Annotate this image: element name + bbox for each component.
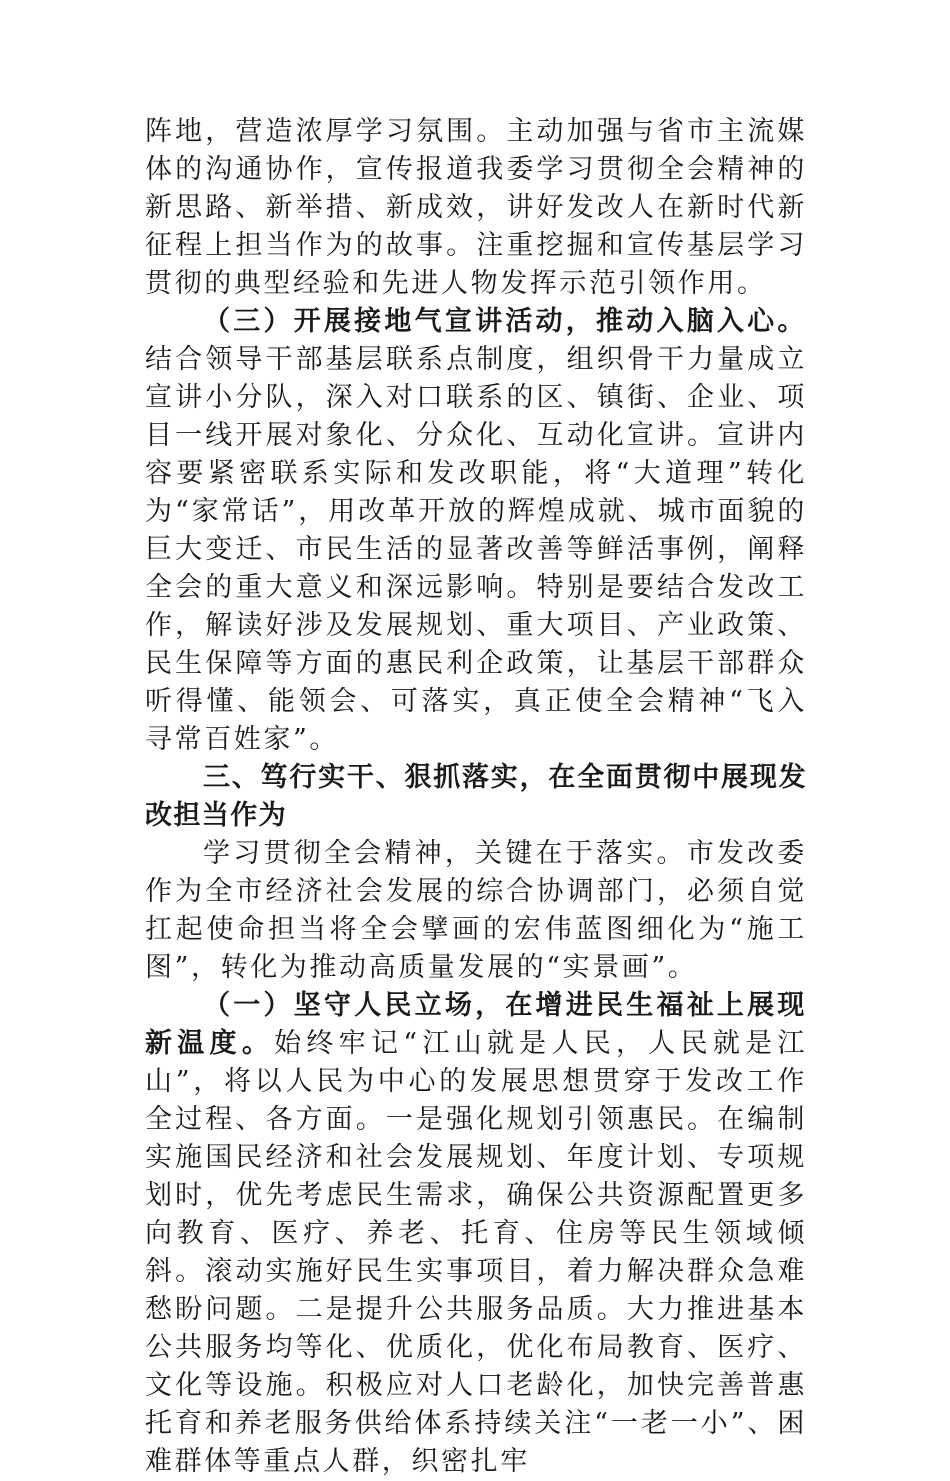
paragraph-text: 始终牢记“江山就是人民，人民就是江山”，将以人民为中心的发展思想贯穿于发改工作全过程、各方面。一是强化规划引领惠民。在编制实施国民经济和社会发展规划、年度计划、专项规划时，优先考虑民生需求，确保公共资源配置更多向教育、医疗、养老、托育、住房等民生领域倾斜。滚动实施好民生实事项目，着力解决群众急难愁盼问题。二是提升公共服务品质。大力推进基本公共服务均等化、优质化，优化布局教育、医疗、文化等设施。积极应对人口老龄化，加快完善普惠托育和养老服务供给体系持续关注“一老一小”、困难群体等重点人群，织密扎牢 bbox=[145, 1028, 807, 1477]
paragraph-subsection-1-people bbox=[145, 987, 807, 1481]
section-heading-text: 三、笃行实干、狠抓落实，在全面贯彻中展现发改担当作为 bbox=[145, 762, 807, 831]
paragraph-lead-heading: （三）开展接地气宣讲活动，推动入脑入心。 bbox=[203, 306, 807, 337]
paragraph-text: 结合领导干部基层联系点制度，组织骨干力量成立宣讲小分队，深入对口联系的区、镇街、企业、项目一线开展对象化、分众化、互动化宣讲。宣讲内容要紧密联系实际和发改职能，将“大道理”转化为“家常话”，用改革开放的辉煌成就、城市面貌的巨大变迁、市民生活的显著改善等鲜活事例，阐释全会的重大意义和深远影响。特别是要结合发改工作，解读好涉及发展规划、重大项目、产业政策、民生保障等方面的惠民利企政策，让基层干部群众听得懂、能领会、可落实，真正使全会精神“飞入寻常百姓家”。 bbox=[145, 344, 807, 755]
paragraph-publicity-position bbox=[145, 113, 807, 303]
document-page bbox=[145, 113, 807, 1481]
paragraph-section-3-outreach bbox=[145, 303, 807, 759]
paragraph-text: 学习贯彻全会精神，关键在于落实。市发改委作为全市经济社会发展的综合协调部门，必须自觉扛起使命担当将全会擘画的宏伟蓝图细化为“施工图”，转化为推动高质量发展的“实景画”。 bbox=[145, 838, 807, 983]
section-heading-three bbox=[145, 759, 807, 835]
paragraph-text: 阵地，营造浓厚学习氛围。主动加强与省市主流媒体的沟通协作，宣传报道我委学习贯彻全会精神的新思路、新举措、新成效，讲好发改人在新时代新征程上担当作为的故事。注重挖掘和宣传基层学习贯彻的典型经验和先进人物发挥示范引领作用。 bbox=[145, 116, 807, 299]
paragraph-implementation-intro bbox=[145, 835, 807, 987]
paragraph-lead-heading: （一）坚守人民立场，在增进民生福祉上展现新温度。 bbox=[145, 990, 807, 1059]
